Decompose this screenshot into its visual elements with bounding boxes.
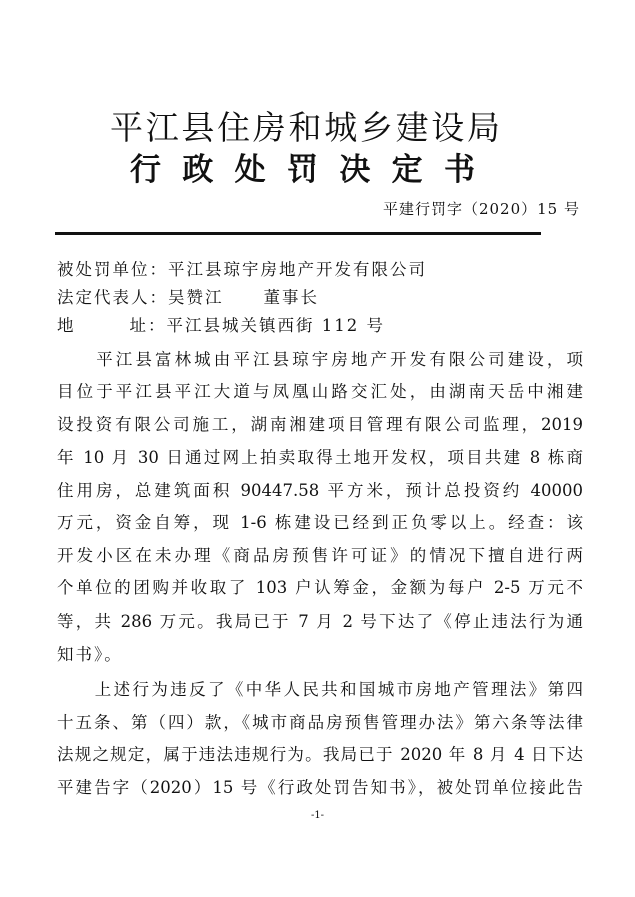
address-label-1: 地 (57, 316, 76, 335)
body-line: 法规之规定，属于违法违规行为。我局已于 2020 年 8 月 4 日下达 (57, 745, 583, 764)
body-line: 开发小区在未办理《商品房预售许可证》的情况下擅自进行两 (57, 546, 583, 565)
penalized-unit: 平江县琼宇房地产开发有限公司 (168, 260, 427, 279)
address-row (57, 315, 583, 337)
body-line: 知书》。 (57, 645, 123, 664)
body-line: 等，共 286 万元。我局已于 7 月 2 号下达了《停止违法行为通 (57, 612, 583, 631)
body-line: 平江县富林城由平江县琼宇房地产开发有限公司建设，项 (57, 350, 583, 369)
legal-rep-name: 吴赞江 (168, 288, 224, 307)
body-line: 个单位的团购并收取了 103 户认筹金，金额为每户 2-5 万元不 (57, 578, 583, 597)
address: 平江县城关镇西街 112 号 (166, 316, 385, 335)
body-line: 住用房，总建筑面积 90447.58 平方米，预计总投资约 40000 (57, 481, 583, 500)
header-divider (55, 232, 541, 235)
body-line: 平建告字（2020）15 号《行政处罚告知书》，被处罚单位接此告 (57, 778, 583, 797)
body-line: 十五条、第（四）款，《城市商品房预售管理办法》第六条等法律 (57, 713, 583, 732)
penalized-unit-label: 被处罚单位： (57, 260, 168, 279)
legal-rep-row (57, 287, 583, 309)
body-line: 目位于平江县平江大道与凤凰山路交汇处，由湖南天岳中湘建 (57, 382, 583, 401)
body-line: 年 10 月 30 日通过网上拍卖取得土地开发权，项目共建 8 栋商 (57, 448, 583, 467)
legal-rep-title: 董事长 (263, 288, 319, 307)
body-line: 上述行为违反了《中华人民共和国城市房地产管理法》第四 (57, 680, 583, 699)
document-title: 行政处罚决定书 (130, 152, 475, 188)
address-label-2: 址： (129, 316, 167, 335)
issuing-agency: 平江县住房和城乡建设局 (110, 108, 500, 147)
legal-rep-label: 法定代表人： (57, 288, 168, 307)
body-line: 万元，资金自筹，现 1-6 栋建设已经到正负零以上。经查：该 (57, 513, 583, 532)
penalized-unit-row (57, 259, 583, 281)
body-line: 设投资有限公司施工，湖南湘建项目管理有限公司监理，2019 (57, 415, 583, 434)
document-number: 平建行罚字（2020）15 号 (382, 200, 580, 218)
page-number: -1- (310, 810, 325, 821)
